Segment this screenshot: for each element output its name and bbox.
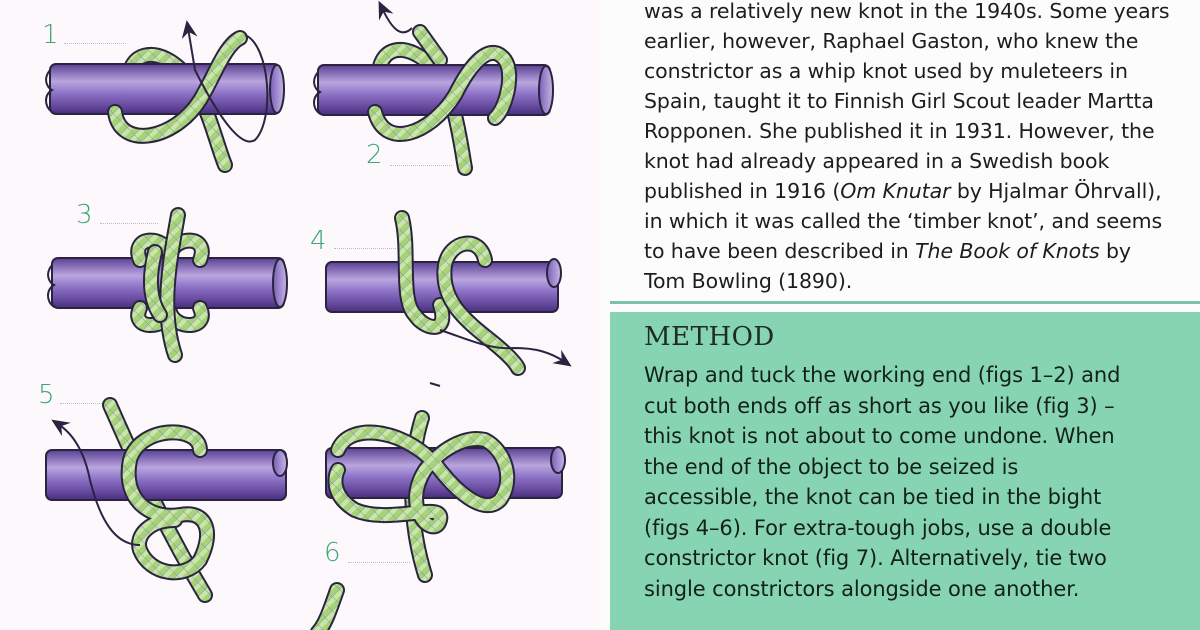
figure-6 xyxy=(290,370,600,630)
text-run: published in 1916 ( xyxy=(644,179,841,203)
figure-leader-line xyxy=(60,403,102,404)
knot-step-3-drawing xyxy=(0,190,300,370)
history-line: Spain, taught it to Finnish Girl Scout leader Martta xyxy=(644,89,1154,113)
method-line: constrictor knot (fig 7). Alternatively, tie two xyxy=(644,546,1107,570)
history-line: in which it was called the ‘timber knot’, and seems xyxy=(644,209,1163,233)
figure-leader-line xyxy=(334,248,396,249)
method-line: accessible, the knot can be tied in the bight xyxy=(644,485,1102,509)
text-run: by xyxy=(1099,239,1131,263)
history-line: constrictor as a whip knot used by muleteers in xyxy=(644,59,1128,83)
method-line: Wrap and tuck the working end (figs 1–2) and xyxy=(644,363,1121,387)
figure-leader-line xyxy=(100,223,158,224)
figure-3 xyxy=(0,190,300,370)
figure-number: 1 xyxy=(42,20,59,50)
history-line: knot had already appeared in a Swedish book xyxy=(644,149,1110,173)
history-paragraph xyxy=(644,0,1200,296)
figure-1 xyxy=(0,0,300,180)
figure-leader-line xyxy=(64,43,126,44)
method-box xyxy=(610,312,1200,630)
knot-step-2-drawing xyxy=(290,0,590,180)
history-line: was a relatively new knot in the 1940s. Some years xyxy=(644,0,1170,23)
figure-2 xyxy=(290,0,590,180)
history-line xyxy=(644,236,1200,266)
method-paragraph xyxy=(644,360,1200,604)
history-line: earlier, however, Raphael Gaston, who knew the xyxy=(644,29,1139,53)
knot-step-4-drawing xyxy=(290,190,600,380)
figure-4 xyxy=(290,190,600,380)
figure-number: 4 xyxy=(310,226,327,256)
section-divider xyxy=(610,301,1200,304)
text-run: to have been described in xyxy=(644,239,916,263)
history-line xyxy=(644,176,1200,206)
method-heading: METHOD xyxy=(644,322,775,352)
figure-5 xyxy=(0,370,300,630)
method-line: (figs 4–6). For extra-tough jobs, use a double xyxy=(644,515,1112,540)
pole xyxy=(50,64,280,114)
method-line: the end of the object to be seized is xyxy=(644,454,1019,479)
figure-leader-line xyxy=(348,562,410,563)
figure-number: 2 xyxy=(366,140,383,170)
text-run: by Hjalmar Öhrvall), xyxy=(950,179,1162,203)
history-line: Tom Bowling (1890). xyxy=(644,269,853,293)
method-line: this knot is not about to come undone. When xyxy=(644,424,1115,448)
method-line: cut both ends off as short as you like (fig 3) – xyxy=(644,393,1115,418)
figure-leader-line xyxy=(390,165,452,166)
figure-number: 5 xyxy=(38,380,55,410)
knot-step-6-drawing xyxy=(290,370,600,630)
figure-number: 6 xyxy=(324,538,341,568)
book-title-om-knutar: Om Knutar xyxy=(840,179,951,203)
text-column xyxy=(600,0,1200,630)
history-line: Ropponen. She published it in 1931. However, the xyxy=(644,119,1155,143)
book-title-book-of-knots: The Book of Knots xyxy=(915,239,1100,263)
figure-number: 3 xyxy=(76,200,93,230)
method-line: single constrictors alongside one another. xyxy=(644,576,1080,601)
